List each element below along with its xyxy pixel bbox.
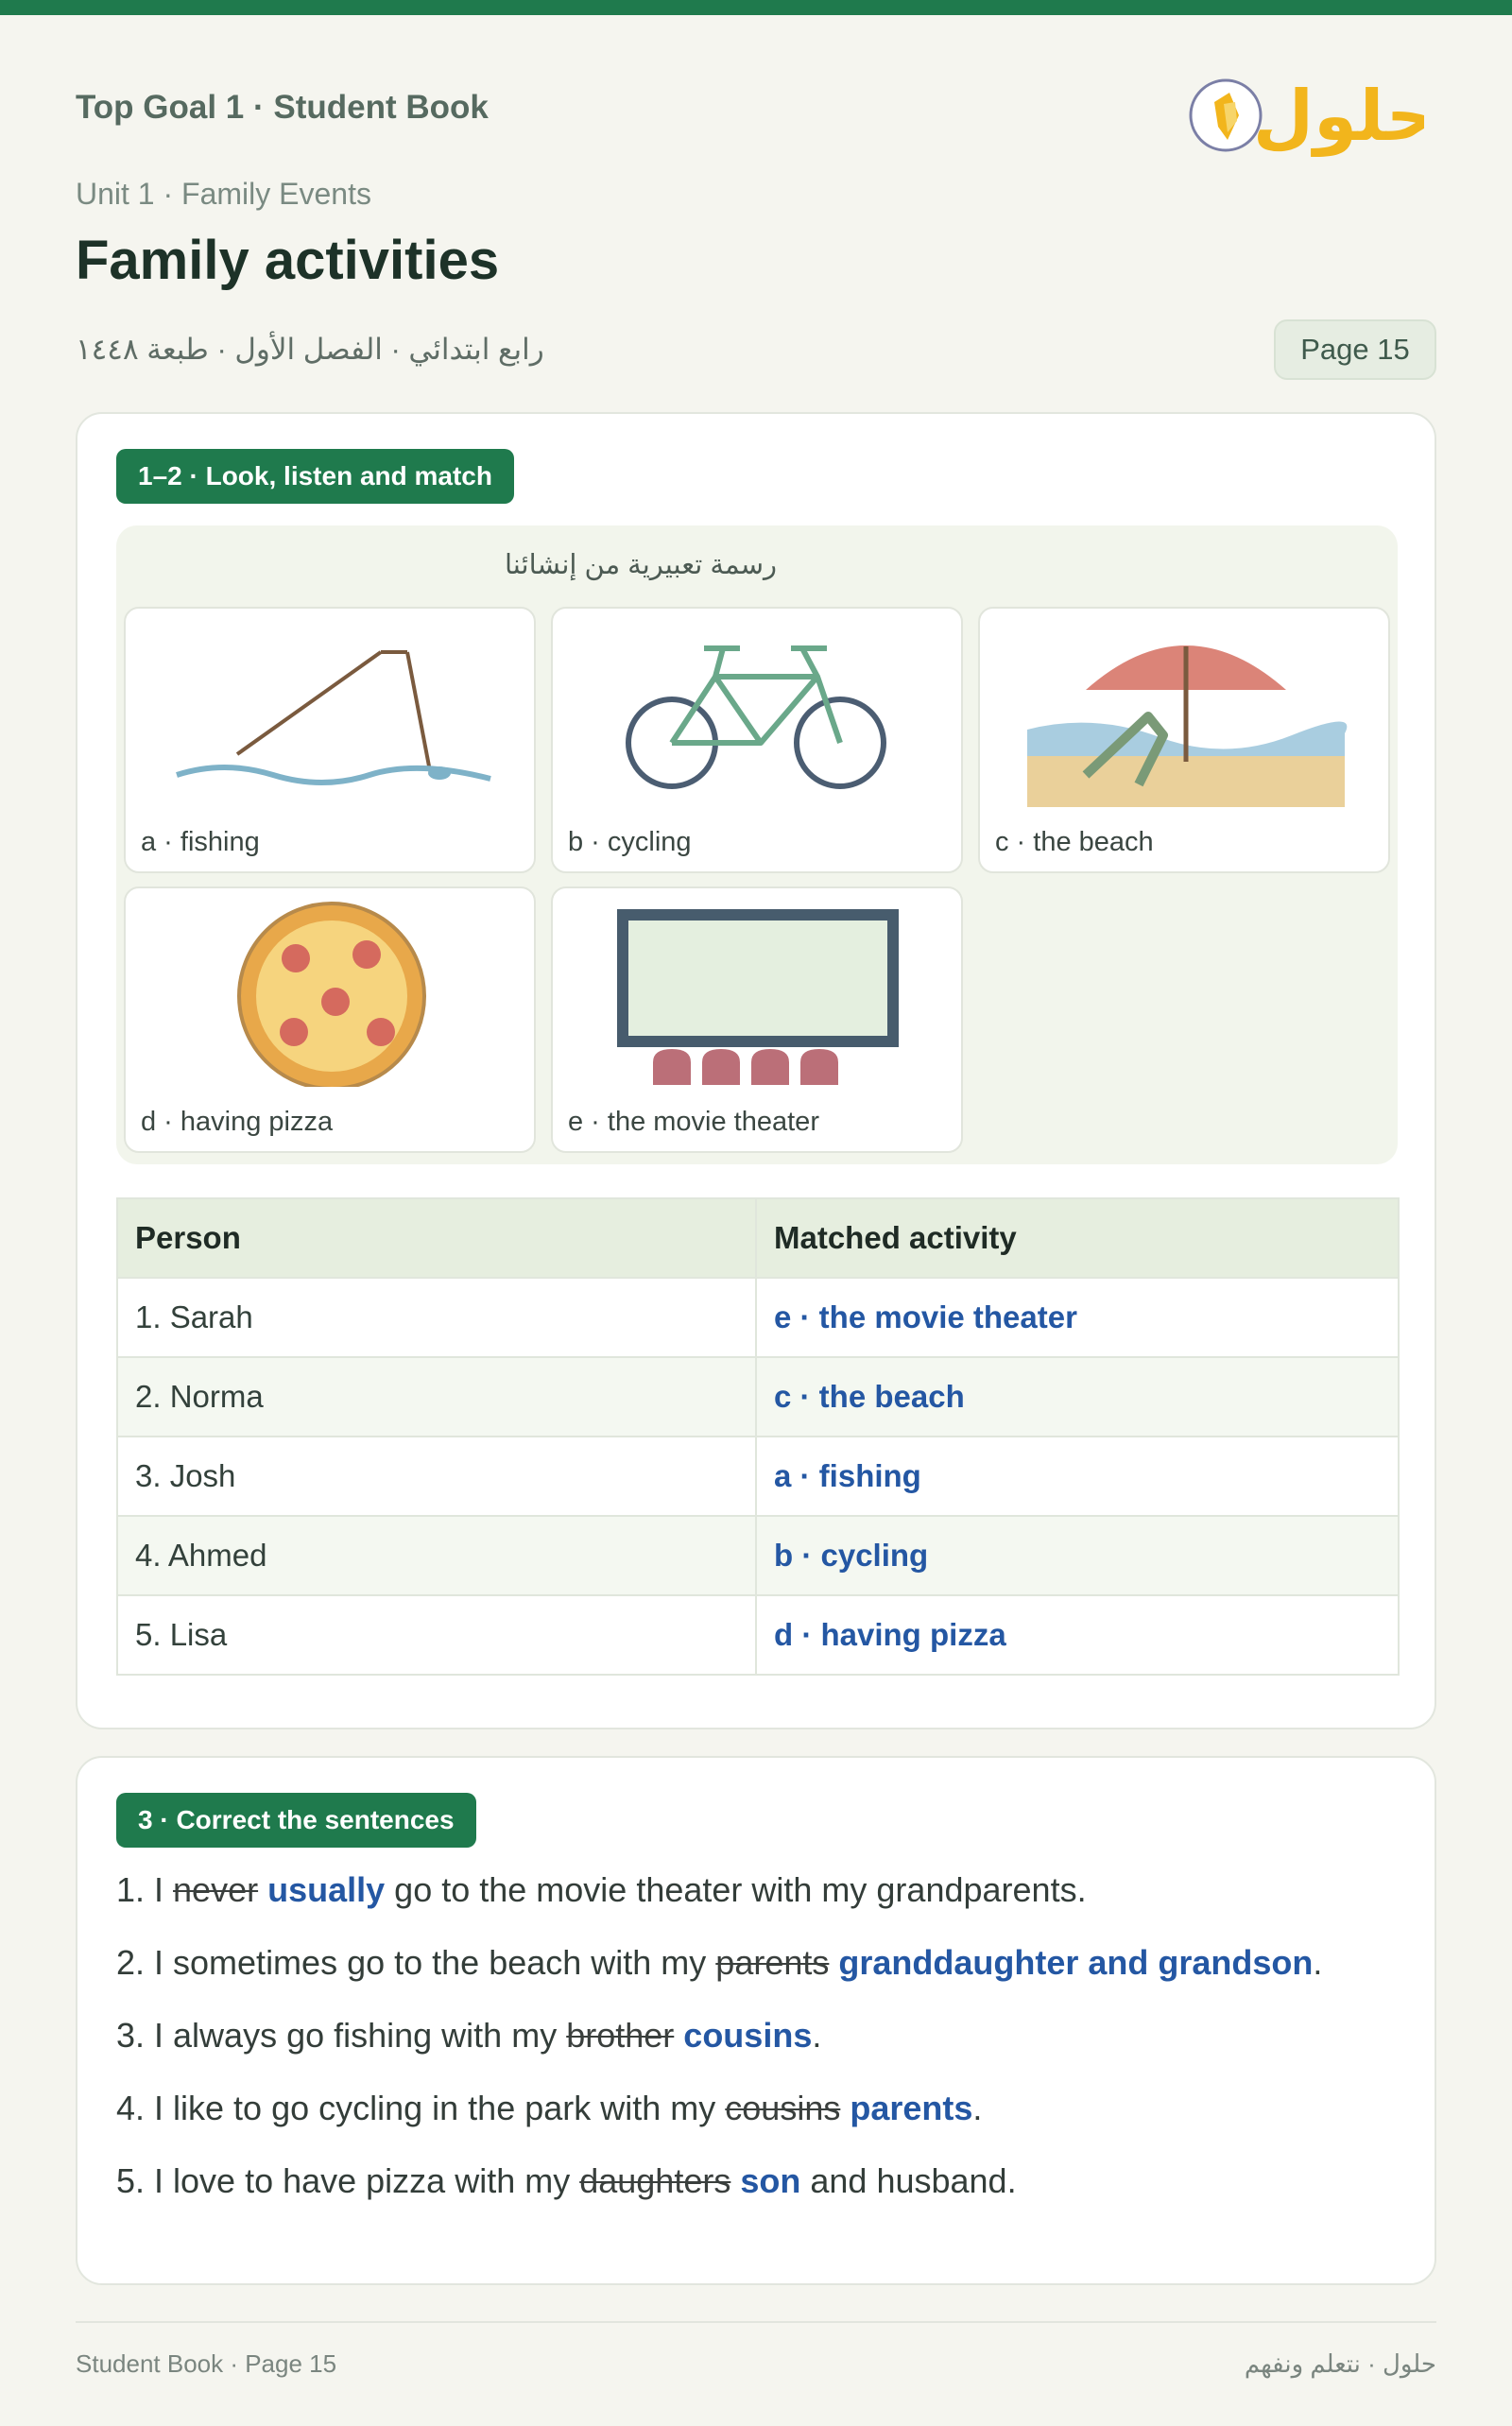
wrong-word: brother	[566, 2016, 675, 2055]
sentence-item	[116, 2088, 1401, 2160]
column-header-activity: Matched activity	[756, 1198, 1399, 1278]
book-title: Top Goal 1 · Student Book	[76, 89, 489, 126]
picture-label: a · fishing	[141, 827, 260, 857]
sentence-item	[116, 1869, 1401, 1942]
table-row	[117, 1595, 1399, 1675]
table-row	[117, 1516, 1399, 1595]
exercise-3-card	[76, 1756, 1436, 2285]
pizza-icon	[126, 888, 538, 1087]
unit-label: Unit 1 · Family Events	[76, 177, 371, 211]
page-number-badge: Page 15	[1274, 319, 1436, 380]
picture-card-pizza	[124, 886, 536, 1153]
corrected-word: son	[740, 2161, 801, 2200]
activity-cell: d · having pizza	[756, 1595, 1399, 1675]
person-cell: 1. Sarah	[117, 1278, 756, 1357]
sentence-list	[116, 1869, 1401, 2233]
table-row	[117, 1437, 1399, 1516]
person-cell: 4. Ahmed	[117, 1516, 756, 1595]
sentence-item	[116, 2015, 1401, 2088]
picture-card-cycling	[551, 607, 963, 873]
activity-cell: e · the movie theater	[756, 1278, 1399, 1357]
fishing-rod-icon	[126, 609, 538, 798]
person-cell: 2. Norma	[117, 1357, 756, 1437]
wrong-word: daughters	[579, 2161, 731, 2200]
gallery-note: رسمة تعبيرية من إنشائنا	[504, 550, 778, 580]
sentence-text: 2. I sometimes go to the beach with my	[116, 1943, 716, 1982]
picture-label: d · having pizza	[141, 1107, 334, 1137]
exercise-3-badge: 3 · Correct the sentences	[116, 1793, 476, 1848]
activity-cell: c · the beach	[756, 1357, 1399, 1437]
picture-label: c · the beach	[995, 827, 1154, 857]
svg-text:حلول: حلول	[1252, 76, 1424, 157]
matching-table	[116, 1197, 1400, 1676]
column-header-person: Person	[117, 1198, 756, 1278]
top-accent-bar	[0, 0, 1512, 15]
sentence-text: 3. I always go fishing with my	[116, 2016, 567, 2055]
exercise-1-2-card	[76, 412, 1436, 1729]
table-row	[117, 1357, 1399, 1437]
sentence-text: .	[812, 2016, 822, 2055]
beach-umbrella-icon	[980, 609, 1392, 807]
picture-card-beach	[978, 607, 1390, 873]
picture-label: e · the movie theater	[568, 1107, 819, 1137]
table-header-row	[117, 1198, 1399, 1278]
sentence-text: and husband.	[800, 2161, 1017, 2200]
movie-screen-icon	[553, 888, 965, 1087]
sentence-text: 1. I	[116, 1870, 174, 1909]
hulul-logo	[1186, 59, 1424, 157]
wrong-word: parents	[715, 1943, 830, 1982]
footer-brand-tagline: حلول · نتعلم ونفهم	[1244, 2349, 1436, 2378]
footer-page-label: Student Book · Page 15	[76, 2349, 337, 2378]
exercise-1-2-badge: 1–2 · Look, listen and match	[116, 449, 514, 504]
sentence-text: .	[972, 2089, 983, 2127]
sentence-text: go to the movie theater with my grandparents.	[385, 1870, 1087, 1909]
sentence-text: 5. I love to have pizza with my	[116, 2161, 580, 2200]
picture-label: b · cycling	[568, 827, 692, 857]
sentence-item	[116, 2160, 1401, 2233]
activity-cell: b · cycling	[756, 1516, 1399, 1595]
corrected-word: parents	[850, 2089, 973, 2127]
sentence-item	[116, 1942, 1401, 2015]
bicycle-icon	[553, 609, 965, 798]
footer-divider	[76, 2321, 1436, 2323]
wrong-word: cousins	[725, 2089, 841, 2127]
corrected-word: granddaughter and grandson	[838, 1943, 1314, 1982]
person-cell: 3. Josh	[117, 1437, 756, 1516]
sentence-text: 4. I like to go cycling in the park with my	[116, 2089, 726, 2127]
picture-gallery	[116, 525, 1398, 1164]
corrected-word: cousins	[683, 2016, 813, 2055]
wrong-word: never	[173, 1870, 259, 1909]
page-title: Family activities	[76, 230, 500, 291]
corrected-word: usually	[267, 1870, 386, 1909]
sentence-text: .	[1313, 1943, 1323, 1982]
table-row	[117, 1278, 1399, 1357]
activity-cell: a · fishing	[756, 1437, 1399, 1516]
picture-card-fishing	[124, 607, 536, 873]
picture-card-movie-theater	[551, 886, 963, 1153]
arabic-subtitle: رابع ابتدائي · الفصل الأول · طبعة ١٤٤٨	[76, 333, 544, 366]
person-cell: 5. Lisa	[117, 1595, 756, 1675]
